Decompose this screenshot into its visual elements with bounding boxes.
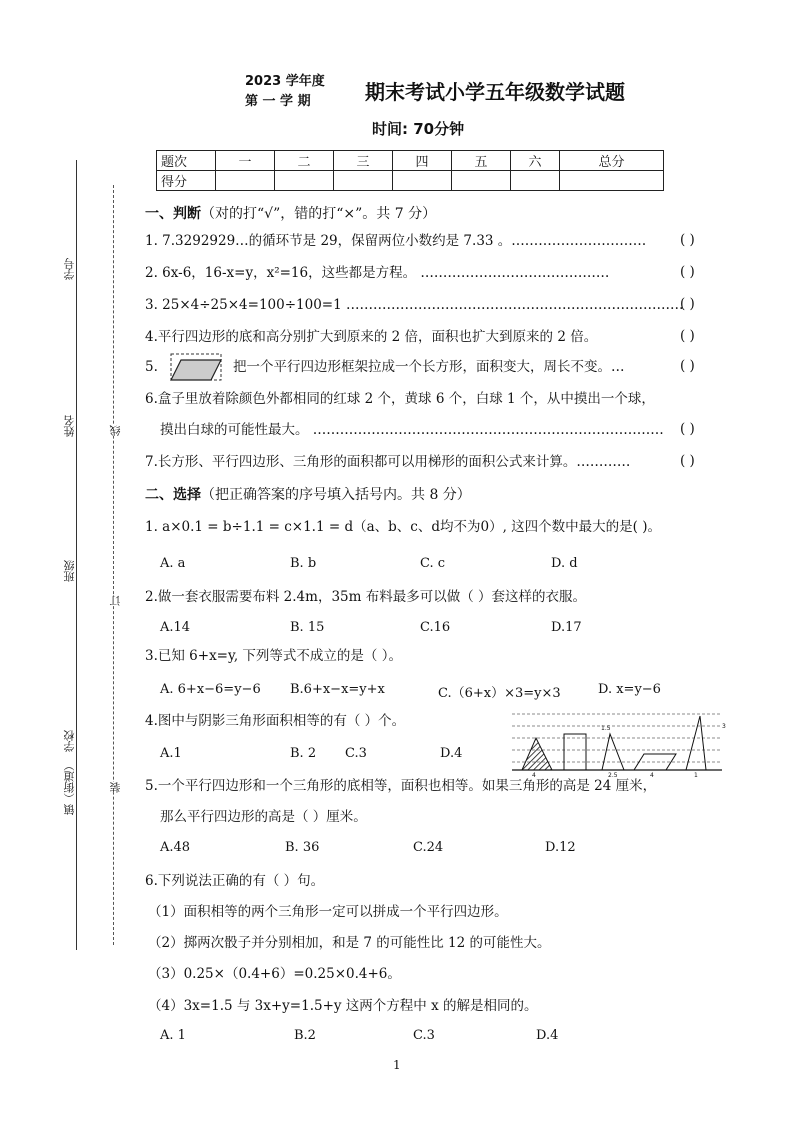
page-number: 1 xyxy=(393,1058,401,1072)
choice-q2-option-c[interactable]: C.16 xyxy=(420,620,451,635)
choice-q3-option-c[interactable]: C.（6+x）×3=y×3 xyxy=(438,686,561,701)
exam-time: 时间: 70分钟 xyxy=(372,120,465,138)
answer-paren[interactable]: ( ) xyxy=(680,264,695,280)
choice-q2-option-d[interactable]: D.17 xyxy=(551,620,582,635)
semester: 第 一 学 期 xyxy=(245,94,311,109)
figure-label: 1 xyxy=(694,772,698,778)
choice-q4-option-b[interactable]: B. 2 xyxy=(290,746,317,761)
choice-q2: 2.做一套衣服需要布料 2.4m，35m 布料最多可以做（ ）套这样的衣服。 xyxy=(145,589,587,605)
figure-label: 1.5 xyxy=(601,725,611,732)
choice-q6-statement-2: （2）掷两次骰子并分别相加，和是 7 的可能性比 12 的可能性大。 xyxy=(148,935,551,951)
choice-q3: 3.已知 6+x=y, 下列等式不成立的是（ ）。 xyxy=(145,648,402,664)
section1-title: 一、判断 xyxy=(145,206,201,222)
choice-q5-option-d[interactable]: D.12 xyxy=(545,840,576,855)
binding-ding: 订 xyxy=(109,595,122,606)
binding-zhuang: 装 xyxy=(109,782,122,793)
section2-note: （把正确答案的序号填入括号内。共 8 分） xyxy=(201,487,471,503)
binding-line-inner xyxy=(113,185,114,945)
choice-q1: 1. a×0.1 = b÷1.1 = c×1.1 = d（a、b、c、d均不为0）, 这四个数中最大的是( )。 xyxy=(145,519,661,535)
choice-q5-cont: 那么平行四边形的高是（ ）厘米。 xyxy=(160,809,367,825)
score-table-score-row xyxy=(157,171,664,191)
choice-q5-option-c[interactable]: C.24 xyxy=(413,840,444,855)
judge-q7: 7.长方形、平行四边形、三角形的面积都可以用梯形的面积公式来计算。………… xyxy=(145,454,631,470)
table-cell: 六 xyxy=(511,151,560,171)
choice-q6-option-d[interactable]: D.4 xyxy=(536,1028,559,1043)
figure-label: 2.5 xyxy=(608,772,618,778)
answer-paren[interactable]: ( ) xyxy=(680,453,695,469)
choice-q5: 5.一个平行四边形和一个三角形的底相等，面积也相等。如果三角形的高是 24 厘米， xyxy=(145,778,657,794)
figure-label: 3 xyxy=(722,723,726,730)
score-input-cell[interactable] xyxy=(275,171,334,191)
answer-paren[interactable]: ( ) xyxy=(680,296,695,312)
choice-q6-statement-3: （3）0.25×（0.4+6）=0.25×0.4+6。 xyxy=(148,966,401,982)
choice-q6-statement-1: （1）面积相等的两个三角形一定可以拼成一个平行四边形。 xyxy=(148,904,508,920)
choice-q4-option-a[interactable]: A.1 xyxy=(160,746,182,761)
section2-title: 二、选择 xyxy=(145,487,201,503)
town-label: 镇（街道） xyxy=(63,760,76,815)
judge-q5: 把一个平行四边形框架拉成一个长方形，面积变大，周长不变。… xyxy=(233,359,625,375)
choice-q6-option-b[interactable]: B.2 xyxy=(294,1028,316,1043)
choice-q3-option-a[interactable]: A. 6+x−6=y−6 xyxy=(160,682,261,697)
score-input-cell[interactable] xyxy=(452,171,511,191)
judge-q1: 1. 7.3292929…的循环节是 29，保留两位小数约是 7.33 。………………………… xyxy=(145,233,647,249)
choice-q4-option-c[interactable]: C.3 xyxy=(345,746,367,761)
score-input-cell[interactable] xyxy=(216,171,275,191)
choice-q3-option-b[interactable]: B.6+x−x=y+x xyxy=(290,682,385,697)
table-cell: 五 xyxy=(452,151,511,171)
school-label: 学校 xyxy=(63,730,76,752)
choice-q2-option-a[interactable]: A.14 xyxy=(160,620,191,635)
judge-q6: 6.盒子里放着除颜色外都相同的红球 2 个，黄球 6 个，白球 1 个，从中摸出一个球， xyxy=(145,391,655,407)
choice-q6-option-c[interactable]: C.3 xyxy=(413,1028,435,1043)
choice-q2-option-b[interactable]: B. 15 xyxy=(290,620,325,635)
choice-q6-option-a[interactable]: A. 1 xyxy=(160,1028,186,1043)
table-cell: 四 xyxy=(393,151,452,171)
answer-paren[interactable]: ( ) xyxy=(680,421,695,437)
score-input-cell[interactable] xyxy=(560,171,664,191)
score-input-cell[interactable] xyxy=(511,171,560,191)
choice-q1-option-b[interactable]: B. b xyxy=(290,556,317,571)
section1-heading xyxy=(145,203,436,223)
choice-q6-statement-4: （4）3x=1.5 与 3x+y=1.5+y 这两个方程中 x 的解是相同的。 xyxy=(148,998,538,1014)
choice-q4-option-d[interactable]: D.4 xyxy=(440,746,463,761)
answer-paren[interactable]: ( ) xyxy=(680,328,695,344)
table-cell: 总分 xyxy=(560,151,664,171)
score-input-cell[interactable] xyxy=(393,171,452,191)
student-id-label: 学号 xyxy=(63,258,76,280)
triangles-grid-figure xyxy=(510,708,732,778)
binding-xian: 线 xyxy=(109,425,122,436)
school-year: 2023 学年度 xyxy=(245,74,325,89)
answer-paren[interactable]: ( ) xyxy=(680,232,695,248)
choice-q4: 4.图中与阴影三角形面积相等的有（ ）个。 xyxy=(145,713,406,729)
table-cell: 题次 xyxy=(157,151,216,171)
choice-q6: 6.下列说法正确的有（ ）句。 xyxy=(145,873,325,889)
score-input-cell[interactable] xyxy=(334,171,393,191)
judge-q3: 3. 25×4÷25×4=100÷100=1 ………………………………………………………………… xyxy=(145,297,684,313)
judge-q6-cont: 摸出白球的可能性最大。 …………………………………………………………………… xyxy=(160,422,664,438)
figure-label: 4 xyxy=(532,772,536,778)
choice-q5-option-a[interactable]: A.48 xyxy=(160,840,191,855)
judge-q4: 4.平行四边形的底和高分别扩大到原来的 2 倍，面积也扩大到原来的 2 倍。 xyxy=(145,329,598,345)
class-label: 班级 xyxy=(63,560,76,582)
table-cell: 得分 xyxy=(157,171,216,191)
table-cell: 三 xyxy=(334,151,393,171)
table-cell: 一 xyxy=(216,151,275,171)
judge-q2: 2. 6x-6，16-x=y，x²=16，这些都是方程。 …………………………………… xyxy=(145,265,610,281)
choice-q1-option-d[interactable]: D. d xyxy=(551,556,578,571)
score-table xyxy=(156,150,664,191)
score-table-header-row xyxy=(157,151,664,171)
parallelogram-frame-figure xyxy=(165,352,227,384)
choice-q1-option-c[interactable]: C. c xyxy=(420,556,446,571)
figure-label: 4 xyxy=(650,772,654,778)
choice-q1-option-a[interactable]: A. a xyxy=(160,556,186,571)
judge-q5-number: 5. xyxy=(145,359,158,375)
section1-note: （对的打“√”，错的打“×”。共 7 分） xyxy=(201,206,437,222)
section2-heading xyxy=(145,484,471,504)
choice-q3-option-d[interactable]: D. x=y−6 xyxy=(598,682,661,697)
answer-paren[interactable]: ( ) xyxy=(680,358,695,374)
page-title: 期末考试小学五年级数学试题 xyxy=(365,80,625,104)
choice-q5-option-b[interactable]: B. 36 xyxy=(285,840,320,855)
table-cell: 二 xyxy=(275,151,334,171)
name-label: 姓名 xyxy=(63,415,76,437)
